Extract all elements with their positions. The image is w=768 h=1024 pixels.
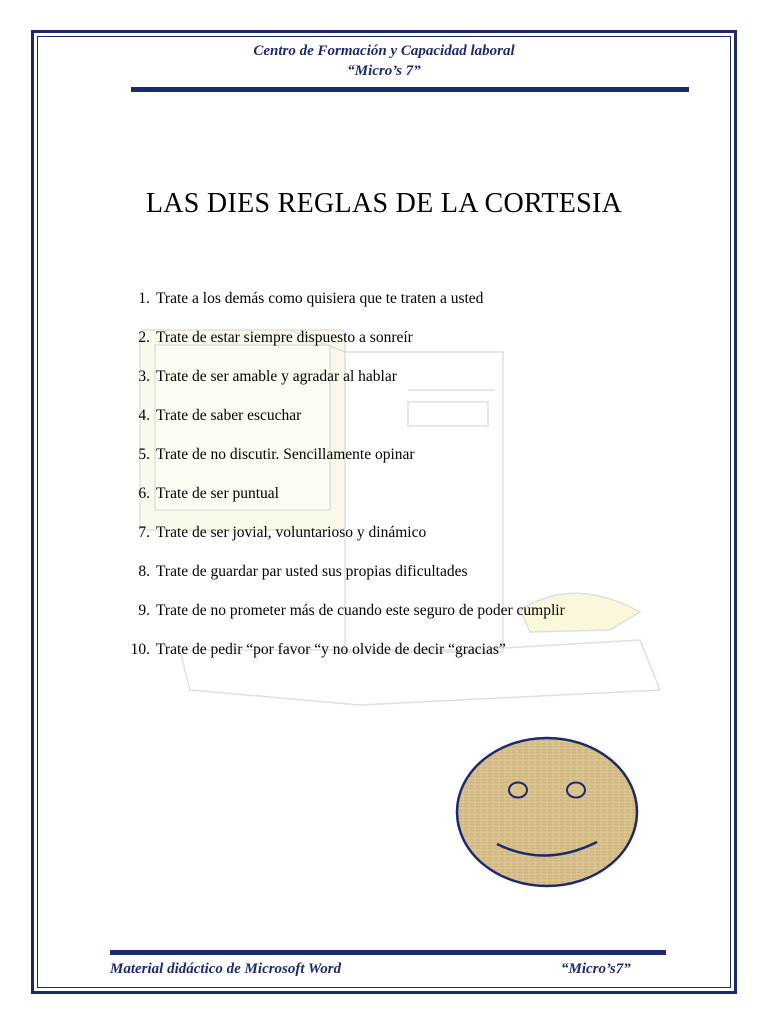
rule-number: 2.: [138, 329, 150, 346]
rule-text: Trate de guardar par usted sus propias dificultades: [156, 563, 468, 580]
document-title: LAS DIES REGLAS DE LA CORTESIA: [145, 188, 623, 219]
footer-brand: “Micro’s7”: [561, 961, 631, 977]
rule-number: 6.: [138, 485, 150, 502]
rule-number: 5.: [138, 446, 150, 463]
rule-text: Trate a los demás como quisiera que te traten a usted: [156, 290, 484, 307]
rule-number: 10.: [130, 641, 150, 658]
rule-number: 4.: [138, 407, 150, 424]
rule-number: 9.: [138, 602, 150, 619]
rule-text: Trate de no discutir. Sencillamente opinar: [156, 446, 415, 463]
rule-number: 1.: [138, 290, 150, 307]
rule-number: 3.: [138, 368, 150, 385]
rule-number: 8.: [138, 563, 150, 580]
rule-text: Trate de no prometer más de cuando este seguro de poder cumplir: [156, 602, 565, 619]
header-brand: “Micro’s 7”: [347, 63, 421, 79]
footer-rule: [110, 950, 666, 955]
header-institution: Centro de Formación y Capacidad laboral: [253, 43, 515, 59]
rule-text: Trate de ser puntual: [156, 485, 279, 502]
rule-text: Trate de ser jovial, voluntarioso y dinámico: [156, 524, 427, 541]
footer-course: Material didáctico de Microsoft Word: [110, 961, 342, 977]
rule-text: Trate de estar siempre dispuesto a sonreír: [156, 329, 413, 346]
rule-text: Trate de ser amable y agradar al hablar: [156, 368, 397, 385]
smiley-face-icon: [455, 736, 641, 890]
rule-text: Trate de pedir “por favor “y no olvide de decir “gracias”: [156, 641, 506, 658]
rule-number: 7.: [138, 524, 150, 541]
rule-text: Trate de saber escuchar: [156, 407, 302, 424]
